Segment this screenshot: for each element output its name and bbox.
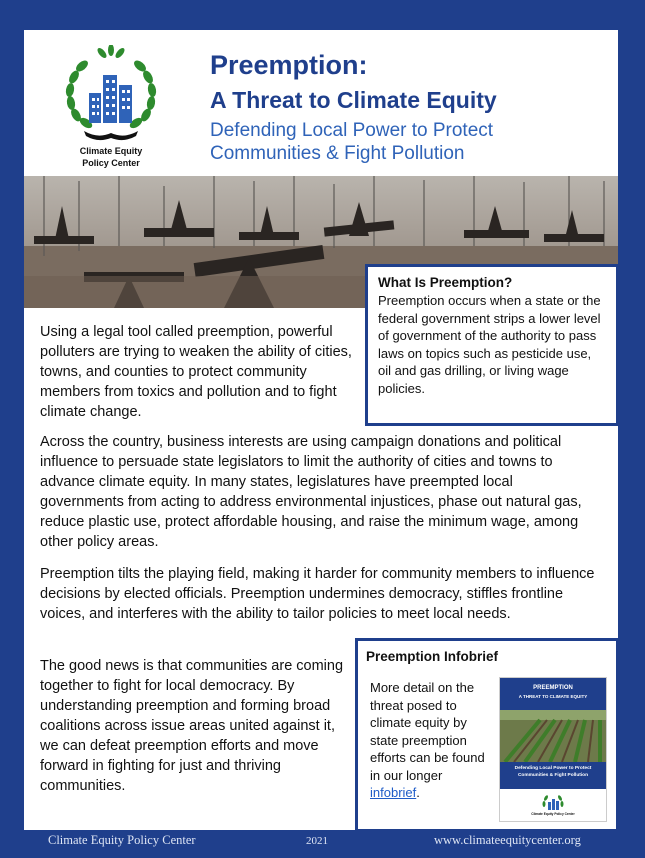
subtitle-line1: Defending Local Power to Protect bbox=[210, 120, 494, 141]
footer-year: 2021 bbox=[306, 835, 328, 847]
paragraph-business-interests: Across the country, business interests are using campaign donations and political influence to persuade state legislators to limit the authority of cities and towns to advance climate equity. In many states, legislatures have preempted local governments from acting to address environmental injustices, phase out natural gas, reduce plastic use, protect affordable housing, and raise the minimum wage, among other policy areas. bbox=[40, 434, 582, 550]
thumb-band-text bbox=[502, 766, 604, 779]
thumb-subtitle: A THREAT TO CLIMATE EQUITY bbox=[518, 694, 588, 699]
thumb-title: PREEMPTION bbox=[533, 685, 573, 691]
garden-photo bbox=[500, 710, 606, 762]
page-title: Preemption: bbox=[210, 50, 368, 80]
laurel-city-icon bbox=[62, 45, 160, 145]
logo-text-line1: Climate Equity bbox=[79, 146, 143, 156]
thumb-logo-text: Climate Equity Policy Center bbox=[531, 812, 575, 816]
page-subtitle bbox=[210, 119, 610, 165]
infobrief-link[interactable]: infobrief bbox=[370, 785, 417, 800]
infobrief-callout bbox=[355, 638, 619, 832]
infobrief-heading: Preemption Infobrief bbox=[366, 649, 499, 664]
page-title-secondary: A Threat to Climate Equity bbox=[210, 87, 497, 113]
paragraph-intro: Using a legal tool called preemption, powerful polluters are trying to weaken the ability of cities, towns, and counties to protect community members from toxics and pollution and to fight climate change. bbox=[40, 324, 352, 420]
callout-body: Preemption occurs when a state or the federal government strips a lower level of government of the authority to pass laws on topics such as pesticide use, oil and gas drilling, or living wage policies. bbox=[378, 293, 601, 396]
paragraph-playing-field: Preemption tilts the playing field, making it harder for community members to influence decisions by elected officials. Preemption undermines democracy, stiffles frontline voices, and interferes with the ability to tailor policies to meet local needs. bbox=[40, 566, 595, 622]
footer-url[interactable]: www.climateequitycenter.org bbox=[434, 833, 581, 847]
what-is-preemption-callout bbox=[365, 264, 619, 426]
thumb-logo-icon bbox=[540, 794, 566, 812]
infobrief-body bbox=[370, 679, 490, 802]
footer-org: Climate Equity Policy Center bbox=[48, 833, 196, 847]
climate-equity-logo bbox=[62, 45, 160, 168]
infobrief-cover-thumbnail[interactable] bbox=[499, 677, 607, 822]
logo-text bbox=[62, 145, 160, 169]
paragraph-good-news: The good news is that communities are coming together to fight for local democracy. By understanding preemption and forming broad coalitions across issue areas united against it, we can defeat preemption efforts and move forward in fighting for just and thriving communities. bbox=[40, 658, 344, 794]
flyer-page bbox=[24, 30, 618, 830]
logo-text-line2: Policy Center bbox=[82, 158, 140, 168]
infobrief-body-text: More detail on the threat posed to climate equity by state preemption efforts can be found in our longer bbox=[370, 680, 485, 783]
callout-heading: What Is Preemption? bbox=[378, 275, 513, 290]
thumb-band-line2: Communities & Fight Pollution bbox=[517, 772, 589, 778]
infobrief-body-end: . bbox=[416, 785, 420, 800]
thumb-band-line1: Defending Local Power to Protect bbox=[514, 766, 592, 771]
subtitle-line2: Communities & Fight Pollution bbox=[210, 143, 465, 164]
